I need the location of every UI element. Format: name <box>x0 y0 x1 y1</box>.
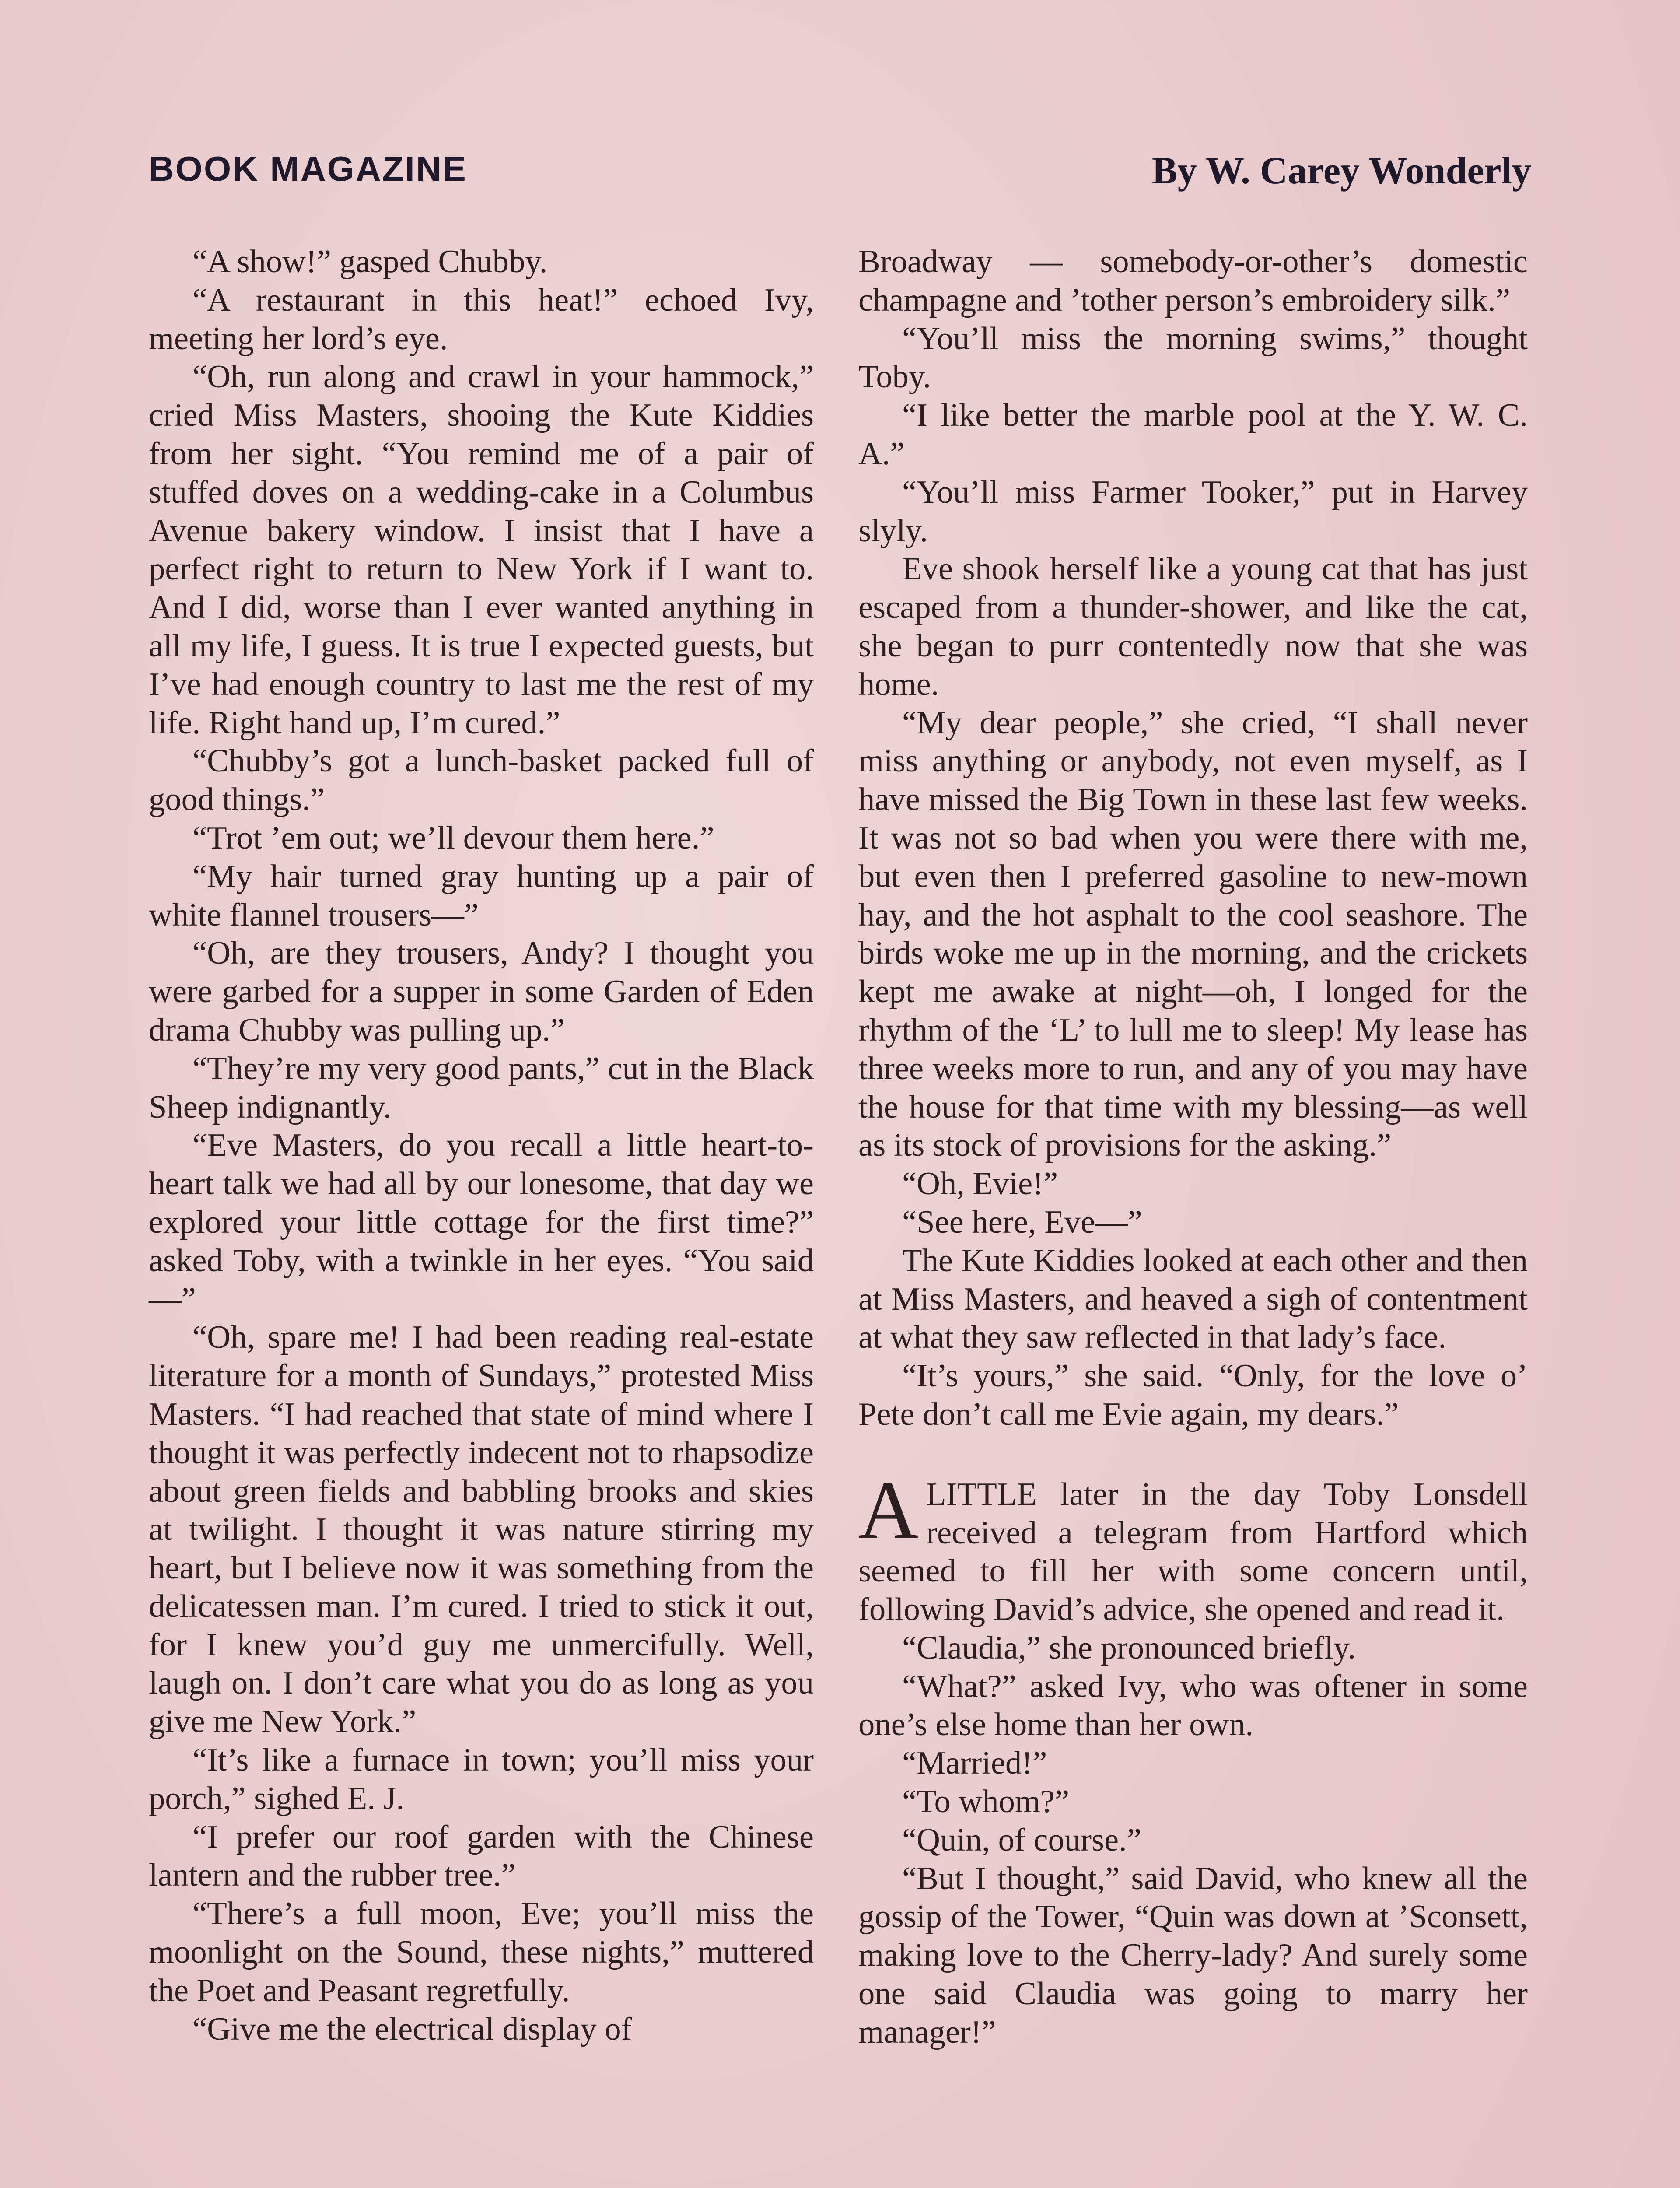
paragraph: “It’s like a furnace in town; you’ll miss your porch,” sighed E. J. <box>149 1742 814 1816</box>
paragraph: “A show!” gasped Chubby. <box>192 244 548 280</box>
paragraph: “Oh, run along and crawl in your hammock,” cried Miss Masters, shooing the Kute Kiddies from her sight. “You remind me of a pair of stuffed doves on a wedding-cake in a Columbus Avenue bakery window. I insist that I have a perfect right to return to New York if I want to. And I did, worse than I ever wanted anything in all my life, I guess. It is true I expected guests, but I’ve had enough country to last me the rest of my life. Right hand up, I’m cured.” <box>149 359 814 741</box>
paragraph: “What?” asked Ivy, who was oftener in some one’s else home than her own. <box>858 1668 1528 1743</box>
paragraph: The Kute Kiddies looked at each other and then at Miss Masters, and heaved a sigh of contentment at what they saw reflected in that lady’s face. <box>858 1242 1528 1356</box>
paragraph: “Eve Masters, do you recall a little heart-to-heart talk we had all by our lonesome, that day we explored your little cottage for the first time?” asked Toby, with a twinkle in her eyes. “You said—” <box>149 1127 814 1317</box>
drop-cap: A <box>858 1464 919 1556</box>
section-opening-paragraph <box>858 1464 1528 1629</box>
paragraph: “To whom?” <box>902 1784 1070 1820</box>
paragraph: “Quin, of course.” <box>902 1822 1141 1858</box>
author-byline: By W. Carey Wonderly <box>1152 150 1531 192</box>
paragraph: “I prefer our roof garden with the Chinese lantern and the rubber tree.” <box>149 1819 814 1893</box>
paragraph: “You’ll miss the morning swims,” thought Toby. <box>858 320 1528 395</box>
paragraph: “They’re my very good pants,” cut in the Black Sheep indignantly. <box>149 1050 814 1125</box>
paragraph: “But I thought,” said David, who knew all the gossip of the Tower, “Quin was down at ’Sconsett, making love to the Cherry-lady? And surely some one said Claudia was going to marry her manager!” <box>858 1860 1528 2050</box>
lead-in: LITTLE <box>926 1476 1037 1512</box>
paragraph: “I like better the marble pool at the Y. W. C. A.” <box>858 397 1528 472</box>
paragraph: “Oh, are they trousers, Andy? I thought you were garbed for a supper in some Garden of Eden drama Chubby was pulling up.” <box>149 935 814 1048</box>
paragraph: “Oh, Evie!” <box>902 1166 1058 1202</box>
paragraph: “It’s yours,” she said. “Only, for the love o’ Pete don’t call me Evie again, my dears.” <box>858 1358 1528 1432</box>
paragraph: “Trot ’em out; we’ll devour them here.” <box>192 820 714 856</box>
paragraph: “A restaurant in this heat!” echoed Ivy, meeting her lord’s eye. <box>149 282 814 357</box>
paragraph: “Chubby’s got a lunch-basket packed full of good things.” <box>149 743 814 818</box>
paragraph: “You’ll miss Farmer Tooker,” put in Harvey slyly. <box>858 474 1528 549</box>
left-column <box>149 243 814 2048</box>
paragraph-continued: Broadway — somebody-or-other’s domestic champagne and ’tother person’s embroidery silk.” <box>858 244 1528 318</box>
paragraph: “Oh, spare me! I had been reading real-estate literature for a month of Sundays,” protested Miss Masters. “I had reached that state of mind where I thought it was perfectly indecent not to rhapsodize about green fields and babbling brooks and skies at twilight. I thought it was nature stirring my heart, but I believe now it was something from the delicatessen man. I’m cured. I tried to stick it out, for I knew you’d guy me unmercifully. Well, laugh on. I don’t care what you do as long as you give me New York.” <box>149 1319 814 1740</box>
paragraph: “There’s a full moon, Eve; you’ll miss the moonlight on the Sound, these nights,” muttered the Poet and Peasant regretfully. <box>149 1896 814 2009</box>
running-header <box>149 149 1531 201</box>
right-column <box>858 243 1528 2052</box>
paragraph: “My hair turned gray hunting up a pair of white flannel trousers—” <box>149 858 814 933</box>
paragraph: “Claudia,” she pronounced briefly. <box>902 1630 1356 1666</box>
paragraph-body: later in the day Toby Lonsdell received a telegram from Hartford which seemed to fill her with some concern until, following David’s advice, she opened and read it. <box>858 1476 1528 1628</box>
paragraph: Eve shook herself like a young cat that has just escaped from a thunder-shower, and like the cat, she began to purr contentedly now that she was home. <box>858 551 1528 702</box>
paragraph: “Give me the electrical display of <box>192 2011 632 2047</box>
magazine-title: BOOK MAGAZINE <box>149 149 467 188</box>
paragraph: “See here, Eve—” <box>902 1204 1142 1240</box>
paragraph: “My dear people,” she cried, “I shall never miss anything or anybody, not even myself, as I have missed the Big Town in these last few weeks. It was not so bad when you were there with me, but even then I preferred gasoline to new-mown hay, and the hot asphalt to the cool seashore. The birds woke me up in the morning, and the crickets kept me awake at night—oh, I longed for the rhythm of the ‘L’ to lull me to sleep! My lease has three weeks more to run, and any of you may have the house for that time with my blessing—as well as its stock of provisions for the asking.” <box>858 705 1528 1164</box>
paragraph: “Married!” <box>902 1745 1047 1781</box>
